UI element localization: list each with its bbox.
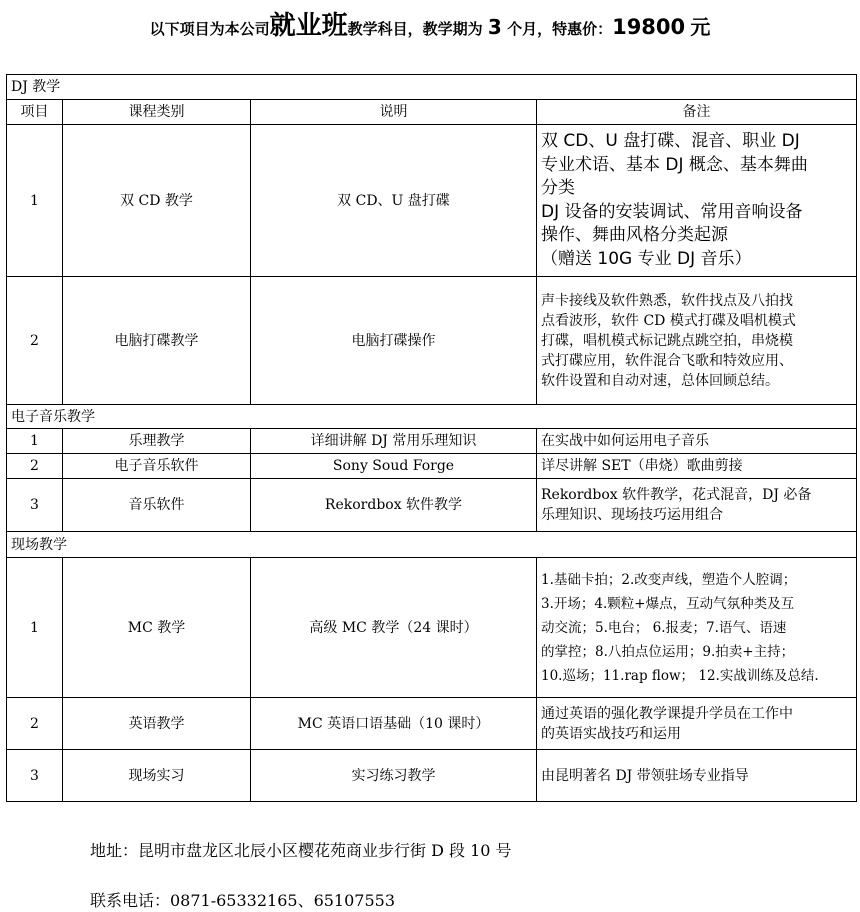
note-line: 声卡接线及软件熟悉，软件找点及八拍找	[541, 292, 793, 309]
headline-unit: 元	[690, 15, 711, 39]
note-line: 双 CD、U 盘打碟、混音、职业 DJ	[541, 131, 800, 151]
note-line: 点看波形，软件 CD 模式打碟及唱机模式	[541, 312, 796, 329]
note-line: 专业术语、基本 DJ 概念、基本舞曲	[541, 154, 808, 175]
note-line: 1.基础卡拍；2.改变声线，塑造个人腔调；	[541, 571, 797, 588]
column-header-row	[7, 100, 857, 125]
row-number: 1	[7, 558, 63, 698]
note-line: 在实战中如何运用电子音乐	[541, 433, 709, 449]
row-description: 电脑打碟操作	[251, 277, 537, 405]
headline-suffix: 个月，特惠价：	[507, 20, 613, 38]
row-notes	[537, 479, 857, 532]
footer-address: 地址：昆明市盘龙区北辰小区樱花苑商业步行街 D 段 10 号	[90, 841, 512, 860]
note-line: 打碟，唱机模式标记跳点跳空拍，串烧模	[541, 332, 793, 349]
row-notes	[537, 277, 857, 405]
row-category: 英语教学	[63, 698, 251, 750]
row-description: 详细讲解 DJ 常用乐理知识	[251, 429, 537, 454]
column-header: 备注	[537, 100, 857, 125]
row-category: 双 CD 教学	[63, 125, 251, 277]
note-line: 动交流；5.电台； 6.报麦；7.语气、语速	[541, 619, 787, 636]
note-line: 详尽讲解 SET（串烧）歌曲剪接	[541, 458, 743, 474]
row-notes	[537, 429, 857, 454]
note-line: （赠送 10G 专业 DJ 音乐）	[541, 248, 752, 269]
row-description: Sony Soud Forge	[251, 454, 537, 479]
table-row	[7, 125, 857, 277]
row-number: 2	[7, 454, 63, 479]
table-row	[7, 750, 857, 802]
table-row	[7, 698, 857, 750]
row-category: 音乐软件	[63, 479, 251, 532]
row-number: 1	[7, 125, 63, 277]
row-notes	[537, 558, 857, 698]
section-header-row	[7, 405, 857, 429]
row-description: 实习练习教学	[251, 750, 537, 802]
table-row	[7, 277, 857, 405]
column-header: 说明	[251, 100, 537, 125]
section-title: DJ 教学	[7, 75, 857, 100]
row-notes	[537, 698, 857, 750]
section-header-row	[7, 75, 857, 100]
headline-prefix: 以下项目为本公司	[149, 20, 270, 38]
table-row	[7, 429, 857, 454]
note-line: 操作、舞曲风格分类起源	[541, 225, 728, 245]
row-category: 现场实习	[63, 750, 251, 802]
table-row	[7, 558, 857, 698]
note-line: 软件设置和自动对速，总体回顾总结。	[541, 372, 779, 389]
row-number: 2	[7, 277, 63, 405]
note-line: Rekordbox 软件教学，花式混音，DJ 必备	[541, 487, 812, 503]
section-title: 电子音乐教学	[7, 405, 857, 429]
course-table	[6, 74, 857, 802]
note-line: DJ 设备的安装调试、常用音响设备	[541, 201, 803, 222]
note-line: 3.开场；4.颗粒+爆点，互动气氛种类及互	[541, 595, 795, 612]
row-description: 双 CD、U 盘打碟	[251, 125, 537, 277]
row-category: 电脑打碟教学	[63, 277, 251, 405]
section-title: 现场教学	[7, 532, 857, 558]
column-header: 项目	[7, 100, 63, 125]
note-line: 式打碟应用，软件混合飞歌和特效应用、	[541, 352, 793, 369]
table-row	[7, 454, 857, 479]
note-line: 由昆明著名 DJ 带领驻场专业指导	[541, 767, 749, 784]
row-category: MC 教学	[63, 558, 251, 698]
row-notes	[537, 454, 857, 479]
row-description: MC 英语口语基础（10 课时）	[251, 698, 537, 750]
row-category: 电子音乐软件	[63, 454, 251, 479]
row-number: 2	[7, 698, 63, 750]
row-description: 高级 MC 教学（24 课时）	[251, 558, 537, 698]
headline-price: 19800	[612, 15, 686, 39]
row-number: 3	[7, 479, 63, 532]
footer-phone: 联系电话：0871-65332165、65107553	[90, 891, 396, 910]
row-number: 3	[7, 750, 63, 802]
note-line: 的掌控；8.八拍点位运用；9.拍卖+主持；	[541, 643, 795, 660]
section-header-row	[7, 532, 857, 558]
row-number: 1	[7, 429, 63, 454]
headline-emphasis: 就业班	[269, 11, 348, 41]
row-notes	[537, 750, 857, 802]
note-line: 通过英语的强化教学课提升学员在工作中	[541, 705, 793, 722]
note-line: 10.巡场；11.rap flow； 12.实战训练及总结.	[541, 667, 819, 684]
headline-middle: 教学科目，教学期为	[347, 20, 483, 38]
headline-months: 3	[487, 15, 502, 39]
row-notes	[537, 125, 857, 277]
page-headline	[0, 8, 860, 47]
table-row	[7, 479, 857, 532]
row-description: Rekordbox 软件教学	[251, 479, 537, 532]
note-line: 的英语实战技巧和运用	[541, 725, 681, 742]
row-category: 乐理教学	[63, 429, 251, 454]
column-header: 课程类别	[63, 100, 251, 125]
note-line: 乐理知识、现场技巧运用组合	[541, 507, 723, 523]
note-line: 分类	[541, 178, 575, 198]
